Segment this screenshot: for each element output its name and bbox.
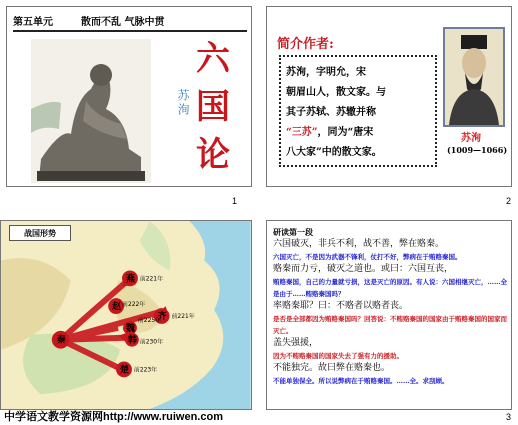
state-label: 齐 bbox=[157, 311, 167, 322]
passage-line: 不能独完。故曰弊在赂秦也。 bbox=[273, 363, 391, 373]
title-char: 六 bbox=[196, 39, 230, 79]
bio-line: 其子苏轼、苏辙并称 bbox=[286, 107, 376, 118]
slide-number: 2 bbox=[506, 196, 512, 206]
year-label: 前230年 bbox=[139, 338, 164, 346]
bio-highlight: “三苏” bbox=[286, 127, 318, 138]
title-char: 论 bbox=[196, 135, 230, 175]
state-label: 赵 bbox=[112, 302, 122, 313]
footer-watermark: 中学语文教学资源网http://www.ruiwen.com bbox=[4, 411, 223, 423]
state-label: 燕 bbox=[125, 274, 135, 285]
slide-subtitle: 散而不乱 气脉中贯 bbox=[81, 17, 165, 28]
slide-number: 3 bbox=[506, 412, 512, 422]
section-heading: 简介作者: bbox=[277, 37, 334, 52]
passage-line: 盖失强援， bbox=[273, 338, 319, 348]
map-title: 战国形势 bbox=[9, 225, 71, 241]
passage-line: 率赂秦耶？曰：不赂者以赂者丧。 bbox=[273, 301, 409, 311]
bio-line: 八大家”中的散文家。 bbox=[286, 147, 382, 158]
unit-label: 第五单元 bbox=[13, 17, 53, 28]
year-label: 前223年 bbox=[133, 366, 158, 374]
state-label: 魏 bbox=[125, 323, 135, 334]
bio-line: 苏洵，字明允，宋 bbox=[286, 67, 366, 78]
header-divider bbox=[13, 30, 247, 32]
bio-line: 朝眉山人，散文家。与 bbox=[286, 87, 386, 98]
title-vertical bbox=[193, 35, 233, 179]
state-label: 秦 bbox=[56, 335, 66, 346]
slide-2[interactable] bbox=[266, 6, 512, 187]
translation-line: 六国灭亡，不是因为武器不锋利，仗打不好，弊病在于贿赂秦国。 bbox=[273, 253, 462, 261]
slide-4[interactable] bbox=[266, 220, 512, 410]
portrait-name: 苏洵 bbox=[461, 133, 481, 144]
passage-line: 赂秦而力亏，破灭之道也。或曰：六国互丧， bbox=[273, 264, 454, 274]
translation-line: 不能单独保全。所以说弊病在于贿赂秦国。……全。求刮顾。 bbox=[273, 377, 449, 385]
year-label: 前225年 bbox=[137, 316, 162, 324]
passage-line: 六国破灭，非兵不利，战不善，弊在赂秦。 bbox=[273, 239, 445, 249]
passage bbox=[273, 227, 507, 387]
statue-image bbox=[31, 39, 151, 183]
slide-header bbox=[7, 7, 251, 31]
warring-states-map bbox=[1, 221, 251, 409]
title-char: 国 bbox=[196, 87, 230, 127]
portrait-years: (1009—1066) bbox=[447, 145, 508, 155]
passage-heading: 研读第一段 bbox=[273, 227, 313, 237]
slide-1[interactable] bbox=[6, 6, 252, 187]
slide-3[interactable] bbox=[0, 220, 252, 410]
year-label: 前222年 bbox=[122, 301, 146, 309]
portrait-image bbox=[443, 27, 505, 127]
state-label: 楚 bbox=[120, 365, 129, 376]
bio-line bbox=[286, 123, 430, 143]
bio-box bbox=[279, 55, 437, 167]
bio-line-text: ，同为“唐宋 bbox=[317, 127, 374, 138]
author-name: 苏洵 bbox=[176, 89, 190, 117]
slide-number: 1 bbox=[232, 196, 238, 206]
state-label: 韩 bbox=[127, 335, 137, 346]
translation-line: 贿赂秦国，自己的力量就亏损，这是灭亡的原因。有人说：六国相继灭亡，……全是由于……贿赂秦国吗？ bbox=[273, 278, 507, 298]
year-label: 前221年 bbox=[139, 275, 164, 283]
translation-line: 因为不贿赂秦国的国家失去了强有力的援助。 bbox=[273, 352, 403, 360]
year-label: 前221年 bbox=[171, 312, 195, 320]
translation-line: 是否是全部都因为贿赂秦国吗？回答说：不贿赂秦国的国家由于贿赂秦国的国家而灭亡。 bbox=[273, 315, 507, 335]
